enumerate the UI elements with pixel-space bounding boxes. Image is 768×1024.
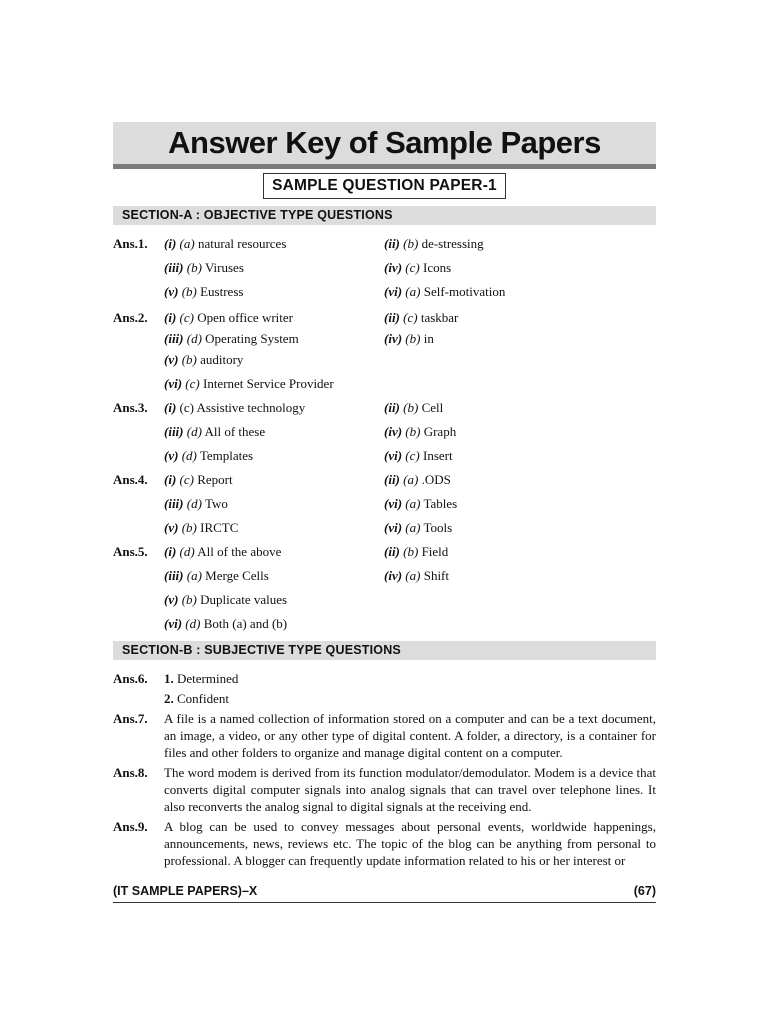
answer-key-page <box>113 122 656 869</box>
answer-item: (ii) (b) Cell <box>384 400 444 415</box>
page-title: Answer Key of Sample Papers <box>168 125 601 160</box>
answer-item: (vi) (d) Both (a) and (b) <box>164 616 288 631</box>
answer-label: Ans.3. <box>113 400 148 415</box>
paper-title: SAMPLE QUESTION PAPER-1 <box>263 173 506 199</box>
answer-item: (vi) (a) Tools <box>384 520 453 535</box>
answer-item: (v) (d) Templates <box>164 448 254 463</box>
answer-item: (iii) (d) Operating System <box>164 331 299 346</box>
answer-item: (i) (c) Open office writer <box>164 310 293 325</box>
answer-item: (iv) (b) Graph <box>384 424 457 439</box>
answer-label: Ans.5. <box>113 544 148 559</box>
title-band <box>113 122 656 169</box>
answer-item: (v) (b) Eustress <box>164 284 244 299</box>
answer-4 <box>113 468 656 540</box>
answer-label: Ans.8. <box>113 765 148 780</box>
section-a-heading: SECTION-A : OBJECTIVE TYPE QUESTIONS <box>113 206 656 225</box>
answer-item: (iii) (a) Merge Cells <box>164 568 269 583</box>
answer-text: A file is a named collection of information stored on a computer and can be a text document, an image, a video, or any other type of digital content. A folder, a directory, is a container for files and other folders to organize and manage digital content on a computer. <box>164 711 656 760</box>
page-footer <box>113 882 656 903</box>
answer-item: (vi) (a) Tables <box>384 496 458 511</box>
list-item: 1. Determined <box>164 671 239 686</box>
answer-item: (i) (c) Assistive technology <box>164 400 306 415</box>
answer-5 <box>113 540 656 636</box>
answer-label: Ans.6. <box>113 671 148 686</box>
answer-9 <box>113 818 656 869</box>
answer-label: Ans.1. <box>113 236 148 251</box>
answer-item: (v) (b) IRCTC <box>164 520 239 535</box>
answer-item: (iv) (b) in <box>384 331 434 346</box>
answer-item: (i) (c) Report <box>164 472 233 487</box>
answer-item: (iv) (a) Shift <box>384 568 450 583</box>
answer-item: (ii) (b) de-stressing <box>384 236 484 251</box>
answer-label: Ans.9. <box>113 819 148 834</box>
answer-item: (i) (a) natural resources <box>164 236 287 251</box>
answer-item: (ii) (c) taskbar <box>384 310 459 325</box>
answer-7 <box>113 710 656 761</box>
answer-1 <box>113 232 656 304</box>
footer-title: (IT SAMPLE PAPERS)–X <box>113 884 258 898</box>
answer-item: (iv) (c) Icons <box>384 260 452 275</box>
answer-2 <box>113 306 656 396</box>
answer-item: (vi) (a) Self-motivation <box>384 284 506 299</box>
answer-label: Ans.2. <box>113 310 148 325</box>
answer-8 <box>113 764 656 815</box>
answer-3 <box>113 396 656 468</box>
answer-text: A blog can be used to convey messages about personal events, worldwide happenings, announcements, news, reviews etc. The topic of the blog can be anything from personal to professional. A blogger can frequently update information related to his or her interest or <box>164 819 656 868</box>
page-number: (67) <box>633 884 656 898</box>
answer-6 <box>113 669 656 709</box>
paper-title-wrap <box>113 173 656 201</box>
answer-label: Ans.4. <box>113 472 148 487</box>
answer-item: (ii) (a) .ODS <box>384 472 451 487</box>
answer-item: (ii) (b) Field <box>384 544 449 559</box>
answer-label: Ans.7. <box>113 711 148 726</box>
answer-item: (v) (b) Duplicate values <box>164 592 288 607</box>
answer-item: (vi) (c) Internet Service Provider <box>164 376 334 391</box>
answer-item: (i) (d) All of the above <box>164 544 282 559</box>
list-item: 2. Confident <box>164 691 229 706</box>
section-b-heading: SECTION-B : SUBJECTIVE TYPE QUESTIONS <box>113 641 656 660</box>
answer-text: The word modem is derived from its function modulator/demodulator. Modem is a device that converts digital computer signals into analog signals that can travel over telephone lines. It also reconverts the analog signal to digital signals at the receiving end. <box>164 765 656 814</box>
answer-item: (iii) (d) All of these <box>164 424 266 439</box>
answer-item: (vi) (c) Insert <box>384 448 453 463</box>
answer-item: (iii) (b) Viruses <box>164 260 244 275</box>
answer-item: (iii) (d) Two <box>164 496 228 511</box>
answer-item: (v) (b) auditory <box>164 352 244 367</box>
